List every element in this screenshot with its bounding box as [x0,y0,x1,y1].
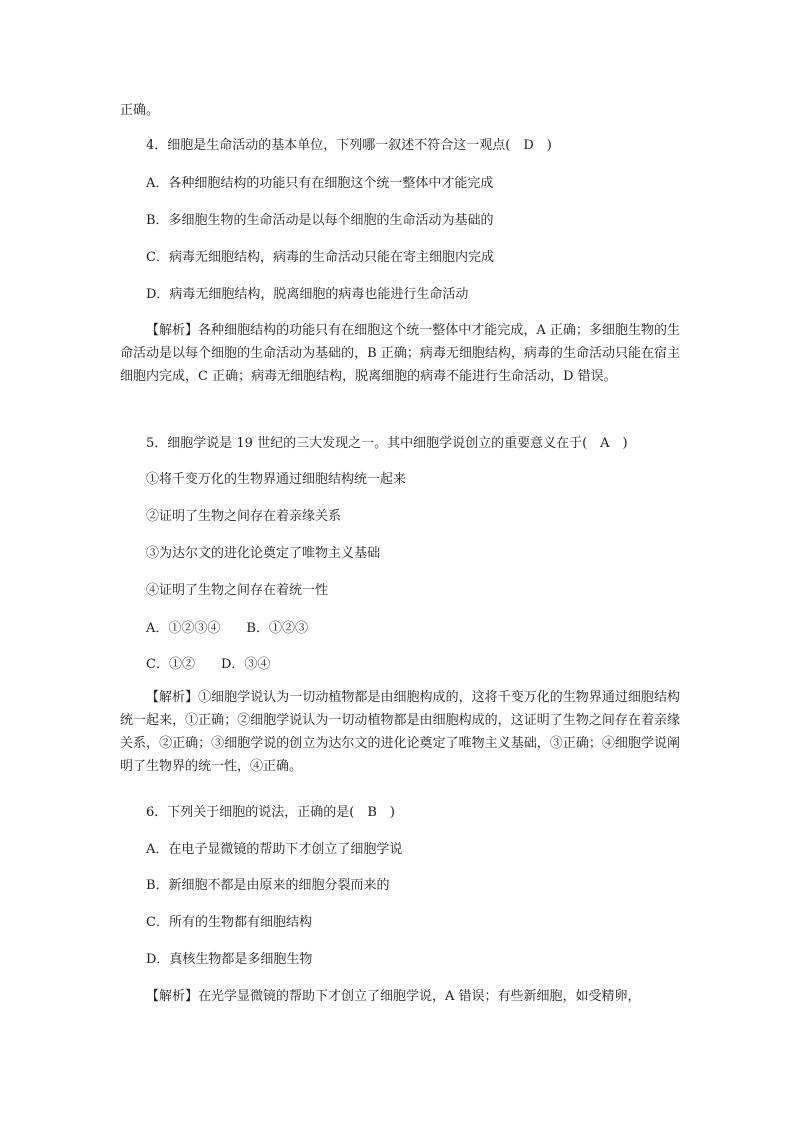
question-5-options-ab: A．①②③④ B．①②③ [146,621,308,636]
question-6-option-d: D．真核生物都是多细胞生物 [146,952,313,967]
question-4-stem: 4．细胞是生命活动的基本单位，下列哪一叙述不符合这一观点( D ) [146,138,552,153]
question-6-option-b: B．新细胞不都是由原来的细胞分裂而来的 [146,878,390,893]
question-4-option-a: A．各种细胞结构的功能只有在细胞这个统一整体中才能完成 [146,176,494,191]
question-4-option-c: C．病毒无细胞结构，病毒的生命活动只能在寄主细胞内完成 [146,250,494,265]
continuation-text: 正确。 [120,103,160,118]
question-5-analysis: 【解析】①细胞学说认为一切动植物都是由细胞构成的，这将千变万化的生物界通过细胞结构统一起来，①正确；②细胞学说认为一切动植物都是由细胞构成的，这证明了生物之间存在着亲缘关系，②正确；③细胞学说的创立为达尔文的进化论奠定了唯物主义基础，③正确；④细胞学说阐明了生物界的统一性，④正确。 [120,690,680,774]
question-4-option-b: B．多细胞生物的生命活动是以每个细胞的生命活动为基础的 [146,213,494,228]
question-5-item-3: ③为达尔文的进化论奠定了唯物主义基础 [146,546,381,561]
question-6-option-a: A．在电子显微镜的帮助下才创立了细胞学说 [146,842,403,857]
question-6-option-c: C．所有的生物都有细胞结构 [146,915,312,930]
question-4-analysis: 【解析】各种细胞结构的功能只有在细胞这个统一整体中才能完成，A 正确；多细胞生物的生命活动是以每个细胞的生命活动为基础的，B 正确；病毒无细胞结构，病毒的生命活动只能在宿主细胞内完成，C 正确；病毒无细胞结构，脱离细胞的病毒不能进行生命活动，D 错误。 [120,323,680,384]
question-5-item-1: ①将千变万化的生物界通过细胞结构统一起来 [146,472,407,487]
question-5-options-cd: C．①② D．③④ [146,657,271,672]
question-6-analysis: 【解析】在光学显微镜的帮助下才创立了细胞学说，A 错误；有些新细胞，如受精卵， [146,989,641,1004]
question-5-stem: 5．细胞学说是 19 世纪的三大发现之一。其中细胞学说创立的重要意义在于( A ) [146,436,628,451]
question-5-item-2: ②证明了生物之间存在着亲缘关系 [146,509,342,524]
question-6-stem: 6．下列关于细胞的说法，正确的是( B ) [146,805,395,820]
question-5-item-4: ④证明了生物之间存在着统一性 [146,583,329,598]
question-4-option-d: D．病毒无细胞结构，脱离细胞的病毒也能进行生命活动 [146,287,469,302]
